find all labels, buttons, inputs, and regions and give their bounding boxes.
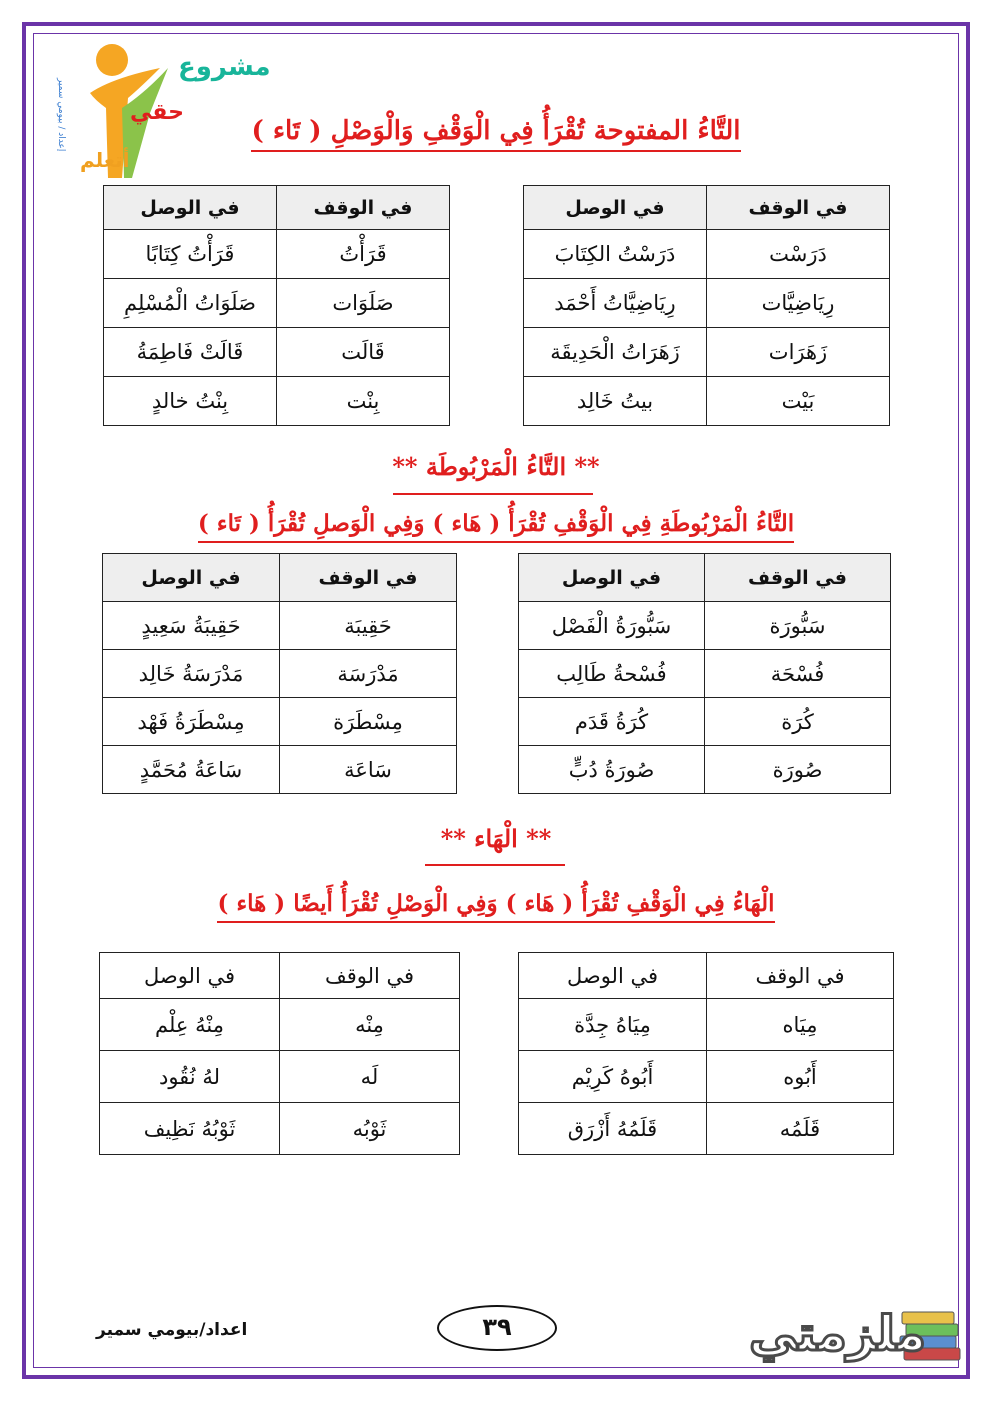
header-wasl: في الوصل: [103, 554, 280, 602]
section3-table-right: [518, 952, 894, 1155]
table-row: بِنْت بِنْتُ خالدٍ: [104, 377, 450, 426]
header-waqf: في الوقف: [280, 953, 460, 999]
table-row: قَلَمُه قَلَمُهُ أَزْرَق: [519, 1103, 894, 1155]
header-wasl: في الوصل: [104, 186, 277, 230]
logo-text-right: حقي: [130, 100, 184, 125]
section1-table-left: [103, 185, 450, 426]
table-row: سَاعَة سَاعَةُ مُحَمَّدٍ: [103, 746, 457, 794]
project-logo: [40, 38, 271, 188]
table-row: صُورَة صُورَةُ دُبٍّ: [519, 746, 891, 794]
section2-title: ** التَّاءُ الْمَرْبُوطَة **: [392, 452, 600, 481]
header-waqf: في الوقف: [277, 186, 450, 230]
header-waqf: في الوقف: [707, 953, 894, 999]
header-waqf: في الوقف: [705, 554, 891, 602]
section2-subtitle: التَّاءُ الْمَرْبُوطَةِ فِي الْوَقْفِ تُقْرَأُ ( هَاء ) وَفِي الْوَصلِ تُقْرَأُ ( تَاء ): [0, 510, 992, 543]
header-waqf: في الوقف: [280, 554, 457, 602]
section1-title: التَّاءُ المفتوحة تُقْرَأُ فِي الْوَقْفِ وَالْوَصْلِ ( تَاء ): [0, 116, 992, 152]
table-row: مَدْرَسَة مَدْرَسَةُ خَالِد: [103, 650, 457, 698]
page-number: ٣٩: [437, 1305, 557, 1351]
table-row: بَيْت بيتُ خَالِد: [524, 377, 890, 426]
section2-table-right: [518, 553, 891, 794]
brand-name: ملزمتي: [748, 1306, 926, 1362]
table-row: مِنْه مِنْهُ عِلْم: [100, 999, 460, 1051]
table-row: سَبُّورَة سَبُّورَةُ الْفَصْل: [519, 602, 891, 650]
table-row: أَبُوه أَبُوهُ كَرِيْم: [519, 1051, 894, 1103]
table-row: لَه لهُ نُقُود: [100, 1051, 460, 1103]
table-row: فُسْحَة فُسْحةُ طَالِب: [519, 650, 891, 698]
table-row: قَالَت قَالَتْ فَاطِمَةُ: [104, 328, 450, 377]
section2-title-rule: [393, 493, 593, 495]
table-row: صَلَوَات صَلَوَاتُ الْمُسْلِمِ: [104, 279, 450, 328]
table-row: كُرَة كُرَةُ قَدَم: [519, 698, 891, 746]
section3-subtitle: الْهَاءُ فِي الْوَقْفِ تُقْرَأُ ( هَاء ) وَفِي الْوَصْلِ تُقْرَأُ أَيضًا ( هَاء ): [0, 890, 992, 923]
logo-text-learn: أتعلم: [80, 148, 130, 172]
section3-title-rule: [425, 864, 565, 866]
logo-text-project: مشروع: [178, 52, 271, 82]
header-wasl: في الوصل: [100, 953, 280, 999]
section2-table-left: [102, 553, 457, 794]
header-waqf: في الوقف: [707, 186, 890, 230]
table-row: دَرَسْت دَرَسْتُ الكِتَابَ: [524, 230, 890, 279]
header-wasl: في الوصل: [519, 953, 707, 999]
table-row: مِسْطَرَة مِسْطَرَةُ فَهْد: [103, 698, 457, 746]
table-row: حَقِيبَة حَقِيبَةُ سَعِيدٍ: [103, 602, 457, 650]
author-credit: اعداد/بيومي سمير: [96, 1320, 248, 1340]
section3-table-left: [99, 952, 460, 1155]
table-row: ثَوْبُه ثَوْبُهُ نَظِيف: [100, 1103, 460, 1155]
logo-side-text: إعداد / بيومي سمير: [56, 78, 66, 152]
header-wasl: في الوصل: [524, 186, 707, 230]
section3-title: ** الْهَاء **: [440, 824, 552, 853]
section1-table-right: [523, 185, 890, 426]
table-row: رِيَاضِيَّات رِيَاضِيَّاتُ أَحْمَد: [524, 279, 890, 328]
brand-logo: [676, 1300, 966, 1376]
header-wasl: في الوصل: [519, 554, 705, 602]
table-row: قَرَأْتُ قَرَأْتُ كِتَابًا: [104, 230, 450, 279]
table-row: زَهَرَات زَهَرَاتُ الْحَدِيقَة: [524, 328, 890, 377]
table-row: مِيَاه مِيَاهُ جِدَّة: [519, 999, 894, 1051]
